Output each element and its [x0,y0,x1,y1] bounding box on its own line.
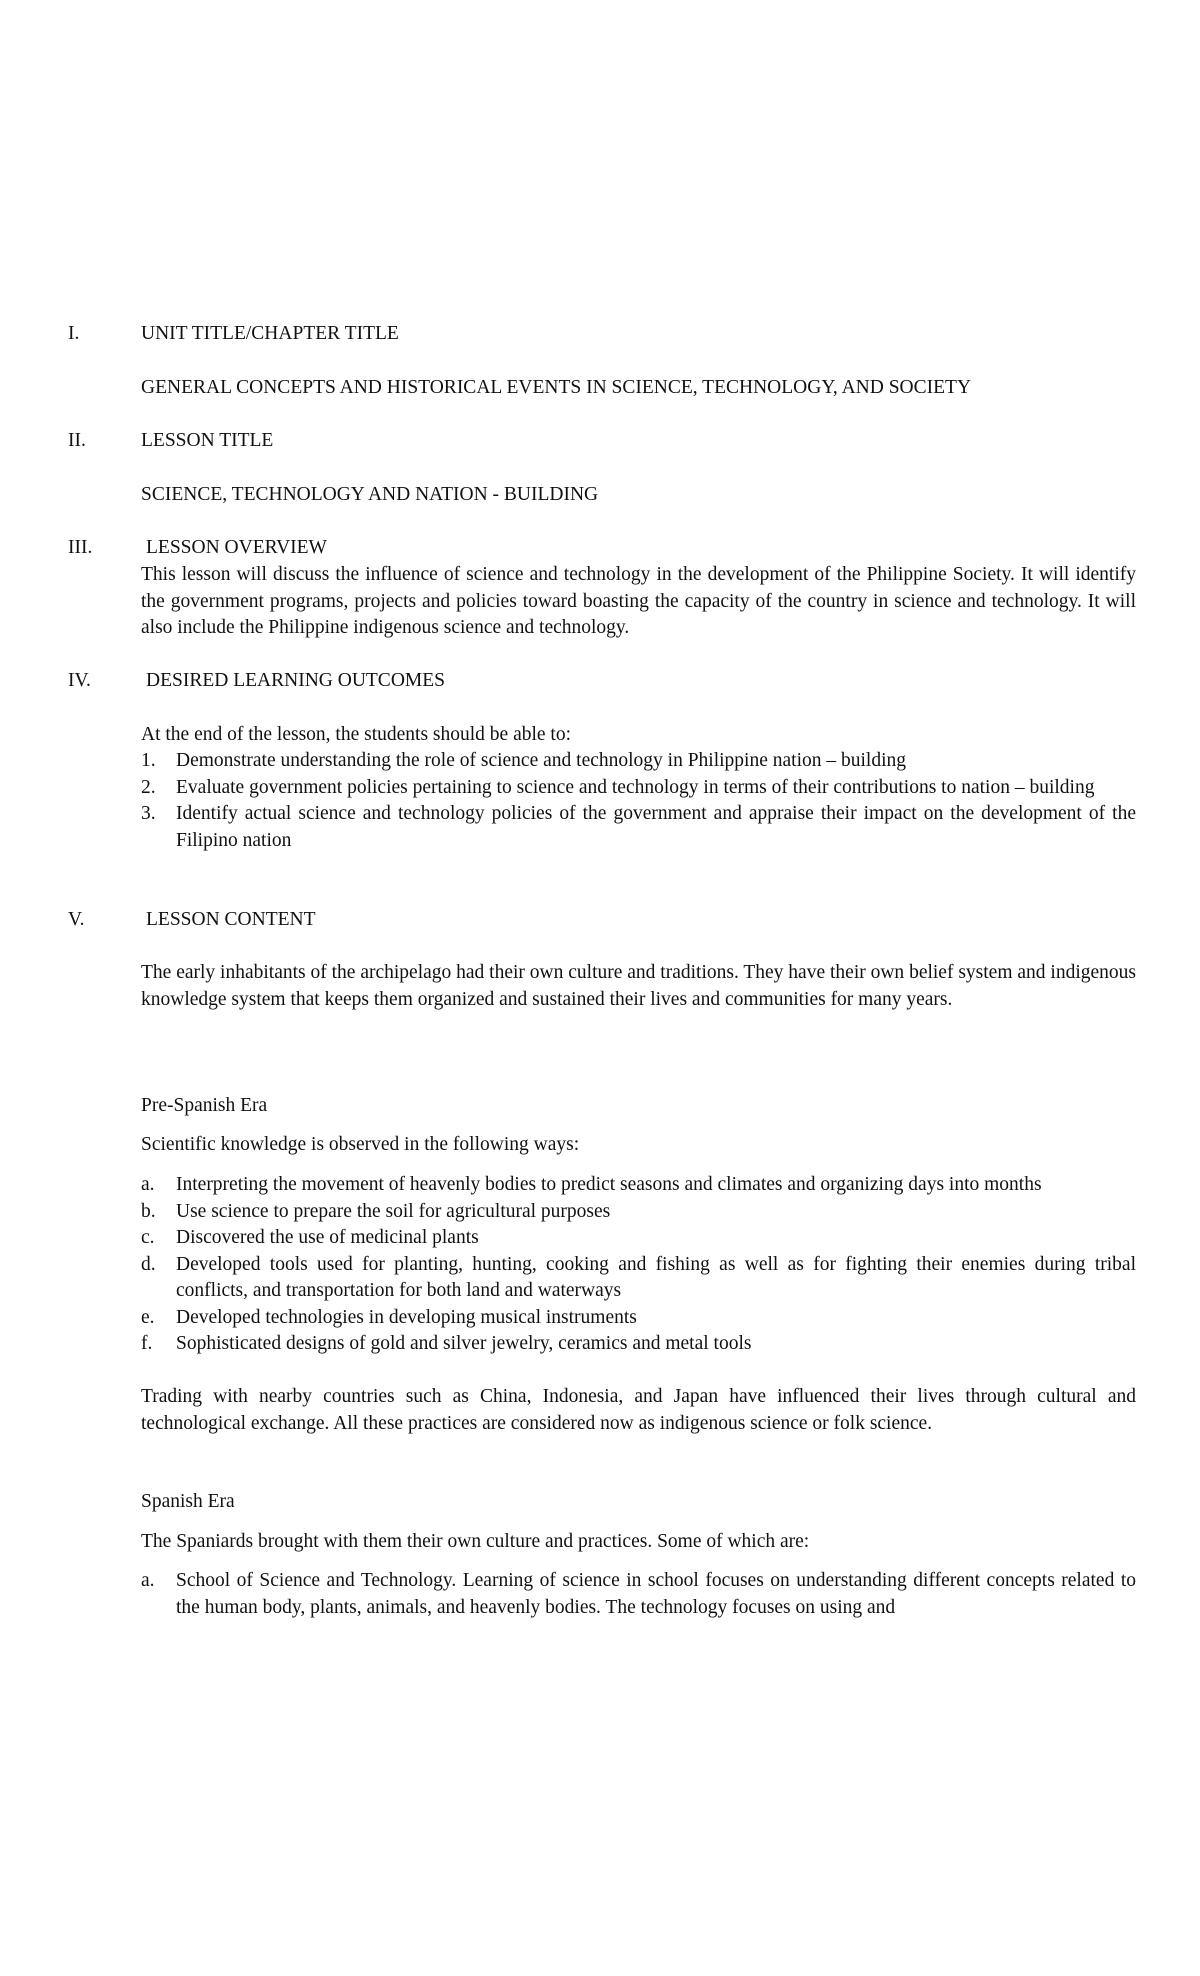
lesson-title: SCIENCE, TECHNOLOGY AND NATION - BUILDING [141,484,599,505]
list-marker: 1. [141,750,156,771]
lesson-overview-text: This lesson will discuss the influence of science and technology in the development of the Philippine Society. It will identify the government programs, projects and policies toward boasting the capacity of the country in science and technology. It will also include the Philippine indigenous science and technology. [141,564,1136,638]
list-item-text: Developed tools used for planting, hunting, cooking and fishing as well as for fighting their enemies during tribal conflicts, and transportation for both land and waterways [176,1253,1136,1301]
section-heading: LESSON OVERVIEW [146,537,327,558]
list-marker: e. [141,1306,155,1328]
list-item-text: Discovered the use of medicinal plants [176,1227,479,1248]
section-numeral: IV. [68,670,91,691]
list-item [141,1305,1136,1332]
list-item [141,1199,1136,1226]
section-numeral: I. [68,323,80,344]
list-item-text: Identify actual science and technology policies of the government and appraise their impact on the development of the Filipino nation [176,803,1136,851]
list-item [141,801,1136,854]
unit-title: GENERAL CONCEPTS AND HISTORICAL EVENTS IN SCIENCE, TECHNOLOGY, AND SOCIETY [141,377,972,398]
list-marker: 2. [141,776,156,798]
list-item-text: School of Science and Technology. Learning of science in school focuses on understanding different concepts related to the human body, plants, animals, and heavenly bodies. The technology focuses on using and [176,1570,1136,1618]
list-item [141,1568,1136,1621]
list-item [141,775,1136,802]
list-item [141,748,1136,775]
list-marker: b. [141,1200,156,1222]
list-item-text: Developed technologies in developing musical instruments [176,1306,637,1328]
list-item-text: Evaluate government policies pertaining to science and technology in terms of their contributions to nation – building [176,776,1095,798]
subsection-heading: Spanish Era [141,1491,235,1512]
list-item [141,1172,1136,1199]
lesson-content-intro: The early inhabitants of the archipelago had their own culture and traditions. They have their own belief system and indigenous knowledge system that keeps them organized and sustained their lives and communities for many years. [141,962,1136,1010]
section-heading: DESIRED LEARNING OUTCOMES [146,670,445,691]
list-marker: f. [141,1333,153,1354]
list-item-text: Demonstrate understanding the role of science and technology in Philippine nation – building [176,750,907,771]
section-numeral: II. [68,430,86,451]
section-heading: LESSON CONTENT [146,909,316,930]
list-marker: a. [141,1174,155,1195]
list-marker: 3. [141,803,156,824]
outcomes-intro: At the end of the lesson, the students should be able to: [141,724,572,745]
section-numeral: III. [68,537,93,558]
list-marker: d. [141,1253,156,1275]
subsection-intro: Scientific knowledge is observed in the following ways: [141,1134,580,1155]
section-heading: UNIT TITLE/CHAPTER TITLE [141,323,399,344]
pre-spanish-list [141,1172,1136,1358]
subsection-heading: Pre-Spanish Era [141,1095,268,1116]
list-item-text: Interpreting the movement of heavenly bodies to predict seasons and climates and organizing days into months [176,1174,1042,1195]
subsection-intro: The Spaniards brought with them their own culture and practices. Some of which are: [141,1531,810,1552]
list-item [141,1331,1136,1358]
list-item-text: Use science to prepare the soil for agricultural purposes [176,1200,611,1222]
list-marker: a. [141,1570,155,1591]
outcomes-list [141,748,1136,854]
list-item [141,1225,1136,1252]
spanish-list [141,1568,1136,1621]
subsection-closing: Trading with nearby countries such as China, Indonesia, and Japan have influenced their lives through cultural and technological exchange. All these practices are considered now as indigenous science or folk science. [141,1386,1136,1434]
list-item [141,1252,1136,1305]
section-heading: LESSON TITLE [141,430,274,451]
list-marker: c. [141,1227,155,1248]
section-numeral: V. [68,909,85,930]
list-item-text: Sophisticated designs of gold and silver jewelry, ceramics and metal tools [176,1333,752,1354]
